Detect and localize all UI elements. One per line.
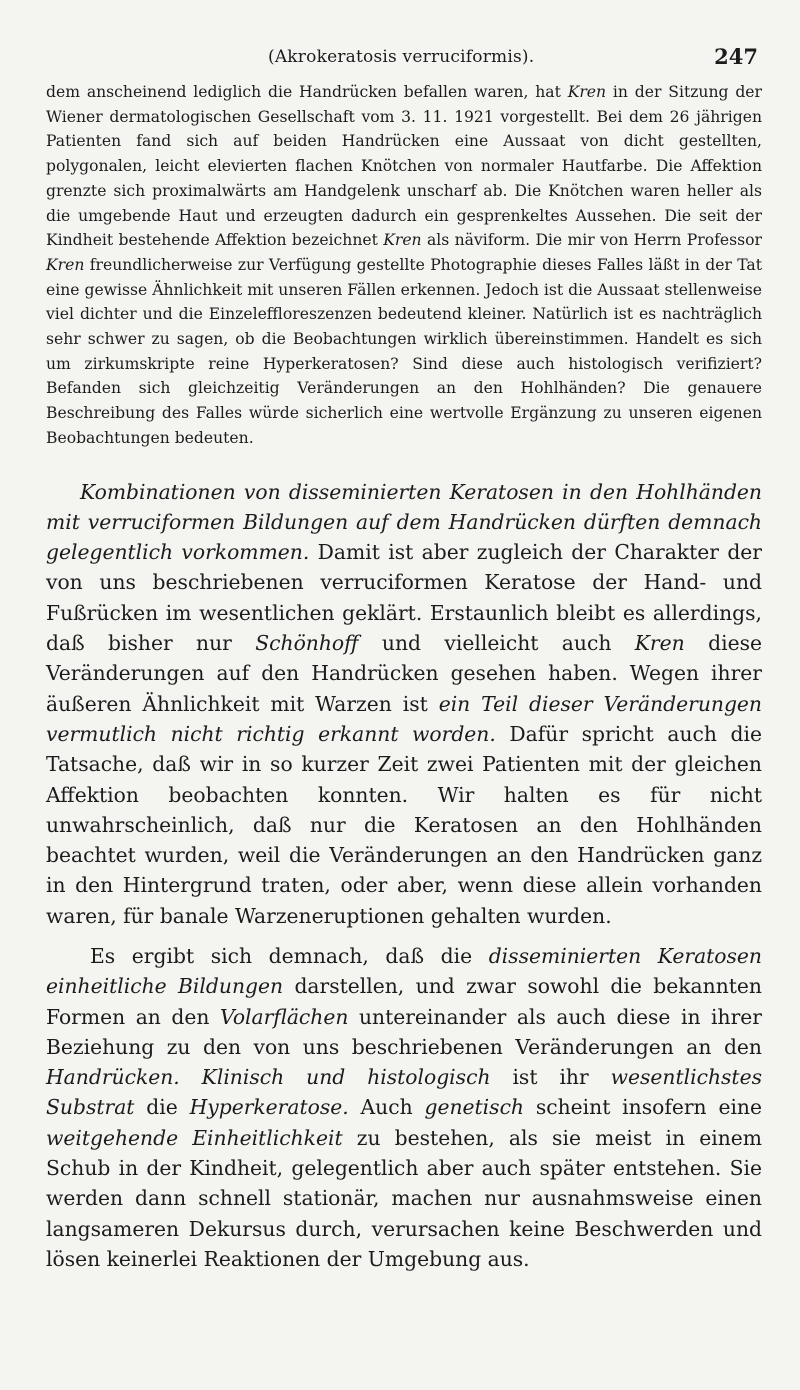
italic-text-run: wesentlichstes Substrat <box>46 1065 762 1120</box>
italic-text-run: Hyperkeratose. <box>189 1095 349 1120</box>
italic-text-run: Kren <box>383 231 422 250</box>
italic-text-run: Kren <box>634 631 685 656</box>
text-run: ist ihr <box>490 1065 611 1090</box>
body-paragraph-1 <box>46 477 762 931</box>
text-run: untereinander als auch diese in ihrer Beziehung zu den von uns beschriebenen Veränderungen an den <box>46 1004 762 1059</box>
italic-text-run: weitgehende Einheitlichkeit <box>46 1125 343 1150</box>
italic-text-run: Schönhoff <box>255 631 359 656</box>
text-run: als näviform. Die mir von Herrn Professor <box>421 231 762 250</box>
running-title: (Akrokeratosis verruciformis). <box>268 47 535 67</box>
text-run: diese Veränderungen auf den Handrücken gesehen haben. Wegen ihrer äußeren Ähnlichkeit mit Warzen ist <box>46 631 762 716</box>
text-run: Dafür spricht auch die Tatsache, daß wir in so kurzer Zeit zwei Patienten mit der gleichen Affektion beobachten konnten. Wir halten es für nicht unwahrscheinlich, daß nur die Keratosen an den Hohlhänden beachtet wurden, weil die Veränderungen an den Handrücken ganz in den Hintergrund traten, oder aber, wenn diese allein vorhanden waren, für banale Warzeneruptionen gehalten wurden. <box>46 721 763 928</box>
text-run: Auch <box>348 1095 425 1120</box>
italic-text-run: Volarflächen <box>220 1004 349 1029</box>
text-run: scheint insofern eine <box>524 1095 762 1120</box>
italic-text-run: Kren <box>46 255 85 274</box>
text-run: die <box>134 1095 190 1120</box>
italic-text-run: Kren <box>567 83 607 101</box>
footnote-paragraph <box>46 80 762 451</box>
body-paragraph-2 <box>46 941 762 1274</box>
text-run: dem anscheinend lediglich die Handrücken befallen waren, hat <box>46 83 568 101</box>
text-run: zu bestehen, als sie meist in einem Schub in der Kindheit, gelegentlich aber auch später entstehen. Sie werden dann schnell stationär, machen nur ausnahmsweise einen langsameren Dekursus durch, verursachen keine Beschwerden und lösen keinerlei Reaktionen der Umgebung aus. <box>46 1125 762 1271</box>
page-header <box>46 40 762 80</box>
page-number: 247 <box>714 44 758 69</box>
text-run: Damit ist aber zugleich der Charakter der von uns beschriebenen verruciformen Keratose der Hand- und Fußrücken im wesentlichen geklärt. Erstaunlich bleibt es allerdings, daß bisher nur <box>46 540 762 656</box>
italic-text-run: Kombinationen von disseminierten Keratosen in den Hohlhänden mit verruciformen Bildungen auf dem Handrücken dürften demnach gelegentlich vorkommen. <box>46 479 762 565</box>
text-run: freundlicherweise zur Verfügung gestellte Photographie dieses Falles läßt in der Tat eine gewisse Ähnlichkeit mit unseren Fällen erkennen. Jedoch ist die Aussaat stellenweise viel dichter und die Einzeleffloreszenzen bedeutend kleiner. Natürlich ist es nachträglich sehr schwer zu sagen, ob die Beobachtungen wirklich übereinstimmen. Handelt es sich um zirkumskripte reine Hyperkeratosen? Sind diese auch histologisch verifiziert? Befanden sich gleichzeitig Veränderungen an den Hohlhänden? Die genauere Beschreibung des Falles würde sicherlich eine wertvolle Ergänzung zu unseren eigenen Beobachtungen bedeuten. <box>46 255 762 447</box>
italic-text-run: genetisch <box>424 1095 524 1120</box>
text-run: und vielleicht auch <box>358 631 635 656</box>
text-run: Es ergibt sich demnach, daß die <box>90 944 489 968</box>
italic-text-run: Handrücken. Klinisch und histologisch <box>46 1065 491 1090</box>
text-run: darstellen, und zwar sowohl die bekannten Formen an den <box>46 974 762 1029</box>
italic-text-run: ein Teil dieser Veränderungen vermutlich nicht richtig erkannt worden. <box>46 691 762 746</box>
italic-text-run: disseminierten Keratosen einheitliche Bildungen <box>46 944 762 999</box>
text-run: in der Sitzung der Wiener dermatologischen Gesellschaft vom 3. 11. 1921 vorgestellt. Bei dem 26 jährigen Patienten fand sich auf beiden Handrücken eine Aussaat von dicht gestellten, polygonalen, leicht elevierten flachen Knötchen von normaler Hautfarbe. Die Affektion grenzte sich proximalwärts am Handgelenk unscharf ab. Die Knötchen waren heller als die umgebende Haut und erzeugten dadurch ein gesprenkeltes Aussehen. Die seit der Kindheit bestehende Affektion bezeichnet <box>46 83 762 250</box>
